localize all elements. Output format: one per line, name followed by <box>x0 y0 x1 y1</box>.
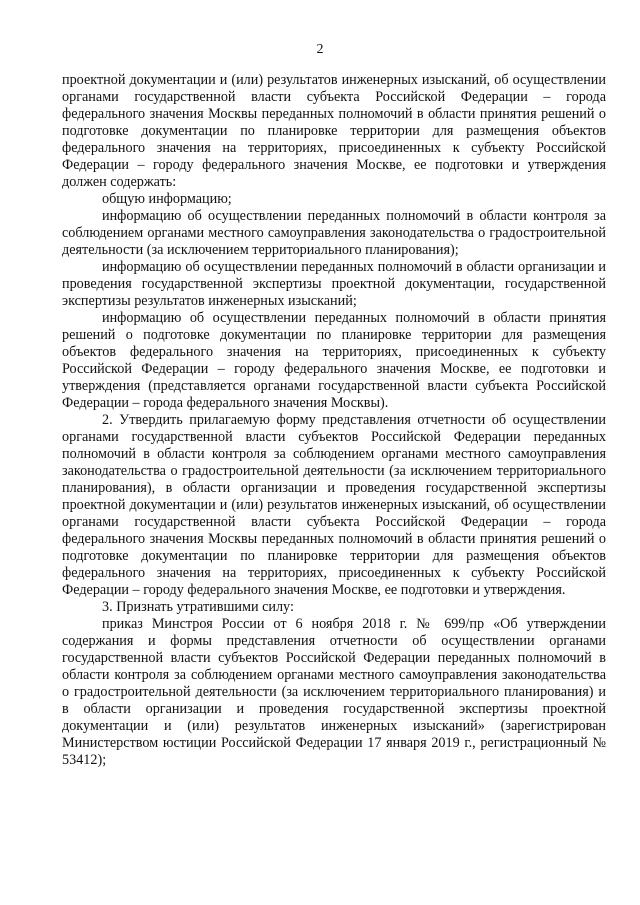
paragraph-report-content-intro: проектной документации и (или) результатов инженерных изысканий, об осуществлении органами государственной власти субъекта Российской Федерации – города федерального значения Москвы переданных полномочий в области принятия решений о подготовке документации по планировке территории для размещения объектов федерального значения на территориях, присоединенных к субъекту Российской Федерации – городу федерального значения Москве, ее подготовки и утверждения должен содержать: <box>62 72 606 190</box>
paragraph-repealed-order: приказ Минстроя России от 6 ноября 2018 г. № 699/пр «Об утверждении содержания и формы представления отчетности об осуществлении органами государственной власти субъектов Российской Федерации переданных полномочий в области контроля за соблюдением органами местного самоуправления законодательства о градостроительной деятельности (за исключением территориального планирования) и в области организации и проведения государственной экспертизы проектной документации и (или) результатов инженерных изысканий» (зарегистрирован Министерством юстиции Российской Федерации 17 января 2019 г., регистрационный № 53412); <box>62 616 606 768</box>
paragraph-control-powers-info: информацию об осуществлении переданных полномочий в области контроля за соблюдением органами местного самоуправления законодательства о градостроительной деятельности (за исключением территориального планирования); <box>62 208 606 258</box>
paragraph-item-3-repeal: 3. Признать утратившими силу: <box>102 599 294 615</box>
paragraph-expertise-powers-info: информацию об осуществлении переданных полномочий в области организации и проведения государственной экспертизы проектной документации, государственной экспертизы результатов инженерных изысканий; <box>62 259 606 309</box>
page-number: 2 <box>316 42 324 57</box>
paragraph-general-info: общую информацию; <box>102 191 232 207</box>
paragraph-item-2-approve-form: 2. Утвердить прилагаемую форму представления отчетности об осуществлении органами государственной власти субъектов Российской Федерации переданных полномочий в области контроля за соблюдением органами местного самоуправления законодательства о градостроительной деятельности (за исключением территориального планирования), в области организации и проведения государственной экспертизы проектной документации и (или) результатов инженерных изысканий, об осуществлении органами государственной власти субъекта Российской Федерации – города федерального значения Москвы переданных полномочий в области принятия решений о подготовке документации по планировке территории для размещения объектов федерального значения на территориях, присоединенных к субъекту Российской Федерации – городу федерального значения Москве, ее подготовки и утверждения. <box>62 412 606 598</box>
document-body <box>62 72 606 769</box>
paragraph-planning-powers-info: информацию об осуществлении переданных полномочий в области принятия решений о подготовке документации по планировке территории для размещения объектов федерального значения на территориях, присоединенных к субъекту Российской Федерации – городу федерального значения Москве, ее подготовки и утверждения (представляется органами государственной власти субъекта Российской Федерации – города федерального значения Москвы). <box>62 310 606 411</box>
